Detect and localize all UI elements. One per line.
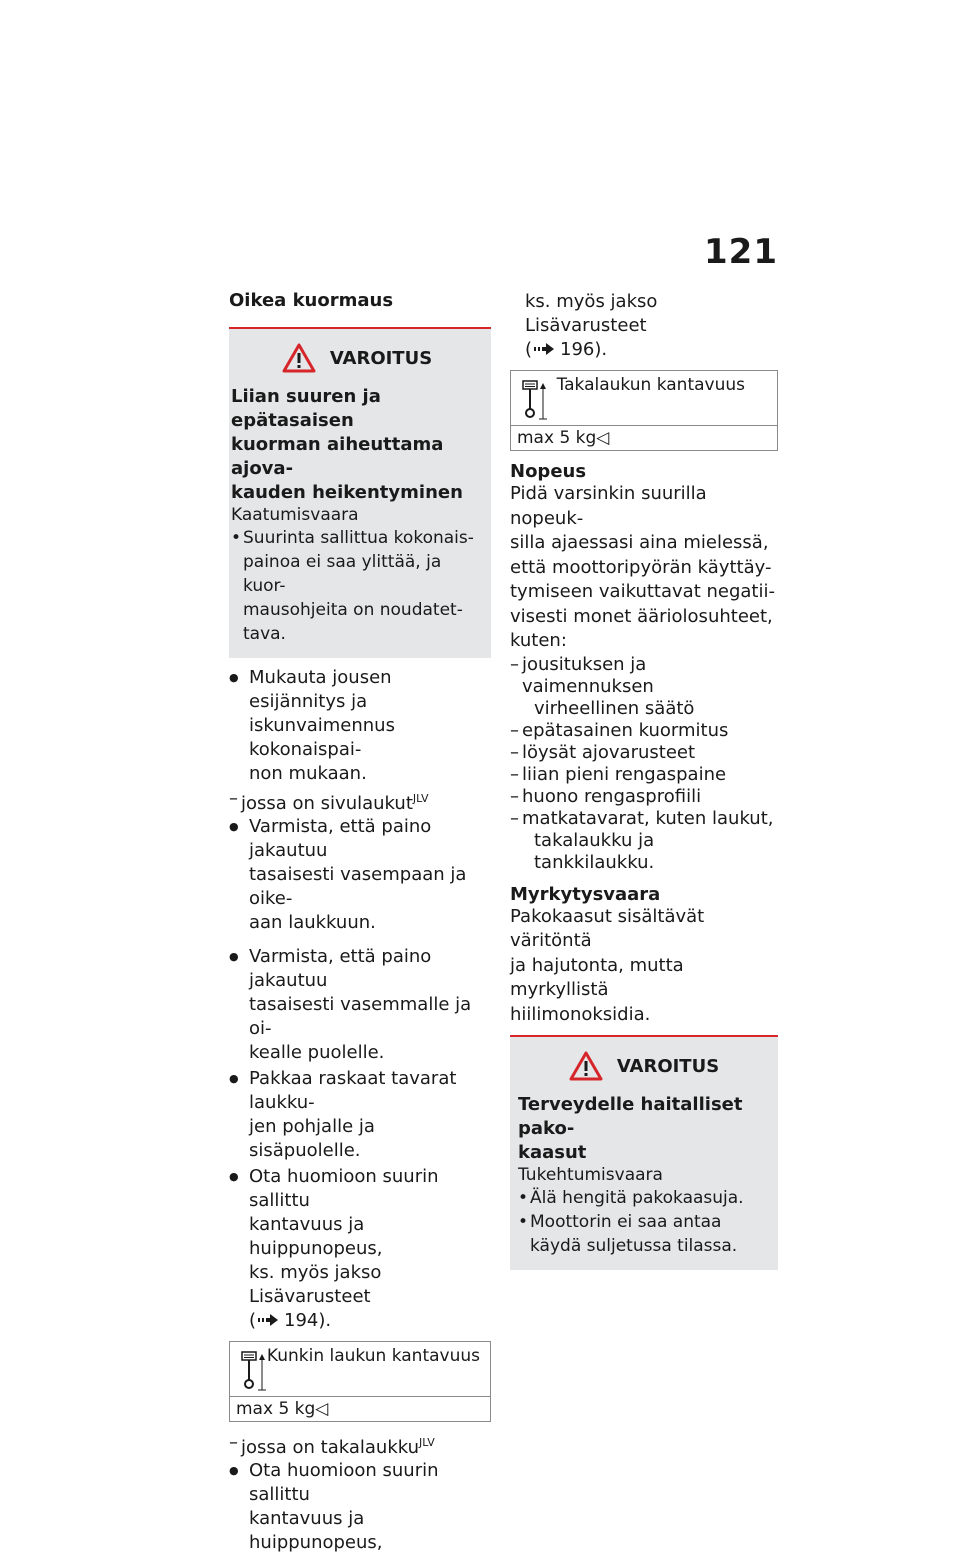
page-reference-arrow-icon [534,343,556,355]
warning-subtitle: Tukehtumisvaara [518,1165,663,1185]
bullet-line: tasaisesti vasempaan ja oike- [249,864,467,909]
paragraph-line: Pidä varsinkin suurilla nopeuk- [510,483,707,529]
bullet-line: tasaisesti vasemmalle ja oi- [249,994,472,1039]
bullet-item [229,666,491,786]
warning-triangle-icon [569,1051,603,1081]
warning-label: VAROITUS [616,1055,720,1077]
warning-title-line: Terveydelle haitalliset pako- [518,1094,743,1139]
warning-item-line: painoa ei saa ylittää, ja kuor- [243,552,442,596]
bullet-line: ● Ota huomioon suurin sallittu [249,1460,439,1505]
warning-item [231,526,483,646]
paragraph-line: ja hajutonta, mutta myrkyllistä [510,954,684,1000]
bullet-line: kantavuus ja huippunopeus, [249,1214,383,1259]
page-number: 121 [704,232,778,272]
warning-box [229,327,491,658]
spec-table [510,370,778,451]
condition-line [229,1432,491,1459]
load-capacity-icon [521,379,549,421]
warning-header [518,1051,770,1081]
bullet-item [229,1165,491,1333]
continued-line: ks. myös jakso Lisävarusteet [525,291,658,336]
warning-item-line: tava. [243,624,286,644]
dash-line: – matkatavarat, kuten laukut, [522,807,774,829]
paragraph-line: tymiseen vaikuttavat negatii- [510,581,775,602]
warning-item-line: • Moottorin ei saa antaa [530,1212,722,1232]
dash-line: – liian pieni rengaspaine [522,763,727,785]
dash-item [510,786,778,808]
bullet-item [229,815,491,935]
page-reference[interactable] [525,338,778,362]
warning-box [510,1035,778,1270]
paragraph-line: hiilimonoksidia. [510,1003,651,1025]
optional-equipment-mark: JLV [419,1436,435,1449]
condition-line [229,788,491,815]
bullet-item [229,1067,491,1163]
paragraph-line: että moottoripyörän käyttäy- [510,556,772,578]
bullet-line: kantavuus ja huippunopeus, [249,1508,383,1553]
warning-title-line: kaasut [518,1142,587,1163]
ref-page: 194). [284,1310,332,1331]
left-column [229,290,491,1557]
paragraph-line: kuten: [510,630,567,651]
warning-item-line: • Suurinta sallittua kokonais- [243,528,474,548]
optional-equipment-mark: JLV [412,792,429,805]
dash-item [510,742,778,764]
bullet-line: ● Ota huomioon suurin sallittu [249,1166,439,1211]
condition-text: jossa on sivulaukut [241,793,413,814]
bullet-line: ● Varmista, että paino jakautuu [249,946,432,991]
right-column [510,290,778,1270]
continued-reference [510,290,778,362]
ref-paren: ( [249,1310,257,1331]
ref-page: 196). [560,339,608,360]
bullet-item [229,945,491,1065]
section-heading: Nopeus [510,461,587,482]
warning-item-line: mausohjeita on noudatet- [243,600,463,620]
warning-title-line: kuorman aiheuttama ajova- [231,434,444,479]
condition-text: jossa on takalaukku [241,1437,420,1458]
spec-label: Takalaukun kantavuus [556,375,745,395]
warning-title [518,1093,770,1165]
speed-paragraph [510,482,778,654]
bullet-line: ● Pakkaa raskaat tavarat laukku- [249,1068,457,1113]
paragraph-line: silla ajaessasi aina mielessä, [510,532,769,553]
paragraph-line: visesti monet ääriolosuhteet, [510,605,773,627]
bullet-line: non mukaan. [249,763,367,784]
dash-item [510,764,778,786]
dash-item [510,654,778,720]
bullet-line: kealle puolelle. [249,1042,385,1063]
bullet-line: ● Mukauta jousen esijännitys ja [249,667,392,712]
spec-table [229,1341,491,1422]
bullet-line: iskunvaimennus kokonaispai- [249,715,395,760]
warning-label: VAROITUS [329,347,433,369]
spec-value: max 5 kg◁ [517,428,610,448]
ref-paren: ( [525,339,533,360]
bullet-line: jen pohjalle ja sisäpuolelle. [249,1116,375,1161]
bullet-item [229,1459,491,1555]
section-heading: Myrkytysvaara [510,883,661,905]
load-capacity-icon [240,1350,268,1392]
spec-label: Kunkin laukun kantavuus [266,1346,480,1366]
section-heading: Oikea kuormaus [229,290,394,311]
spec-value: max 5 kg◁ [236,1399,329,1419]
bullet-line: ks. myös jakso Lisävarusteet [249,1262,382,1307]
paragraph-line: Pakokaasut sisältävät väritöntä [510,905,705,951]
dash-line: virheellinen säätö [534,697,695,719]
dash-line: – huono rengasprofiili [522,785,702,807]
dash-line: takalaukku ja tankkilaukku. [534,829,655,873]
dash-item [510,808,778,874]
warning-subtitle: Kaatumisvaara [231,505,359,525]
page-reference-arrow-icon [258,1314,280,1326]
warning-item-line: käydä suljetussa tilassa. [530,1236,738,1256]
dash-line: – epätasainen kuormitus [522,719,729,741]
warning-header [231,343,483,373]
warning-item [518,1210,770,1258]
poison-paragraph [510,905,778,1028]
bullet-line: aan laukkuun. [249,912,376,933]
page-reference[interactable] [249,1309,491,1333]
dash-line: – jousituksen ja vaimennuksen [522,653,654,697]
warning-item-line: • Älä hengitä pakokaasuja. [530,1188,744,1208]
warning-triangle-icon [282,343,316,373]
dash-line: – löysät ajovarusteet [522,741,696,763]
warning-item [518,1186,770,1210]
warning-title-line: Liian suuren ja epätasaisen [231,386,381,431]
warning-title [231,385,483,505]
bullet-line: ● Varmista, että paino jakautuu [249,816,432,861]
warning-title-line: kauden heikentyminen [231,482,463,503]
dash-item [510,720,778,742]
